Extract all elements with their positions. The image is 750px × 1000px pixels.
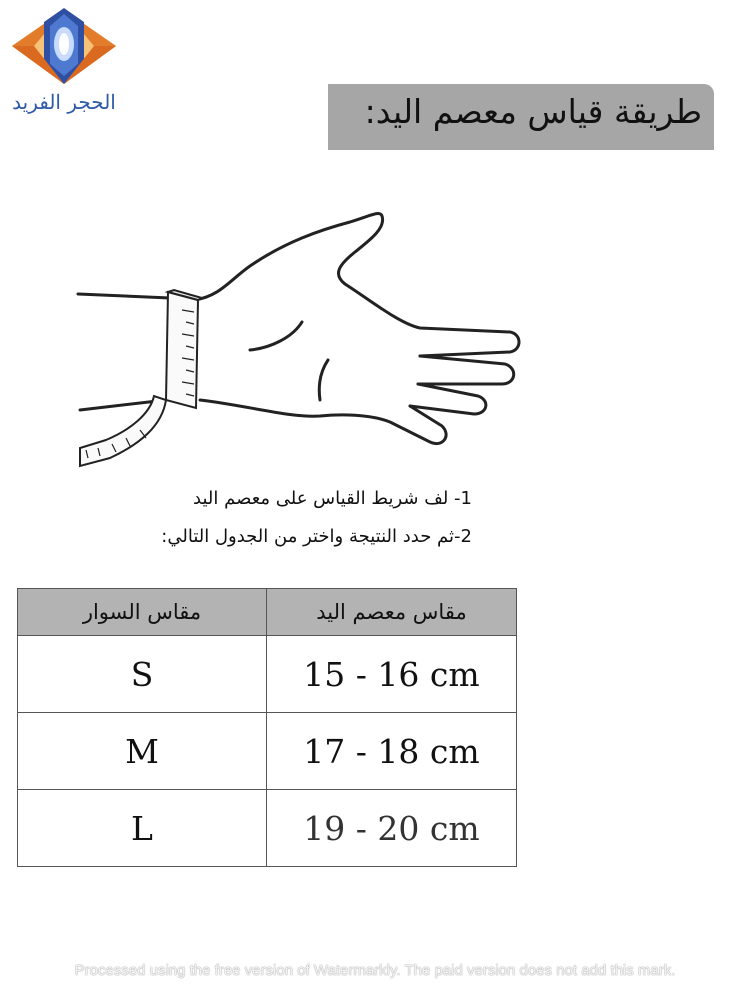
size-table xyxy=(17,588,517,867)
bracelet-size-cell: L xyxy=(18,790,267,867)
bracelet-size-cell: M xyxy=(18,713,267,790)
wrist-size-cell: 17 - 18 cm xyxy=(267,713,517,790)
page-title: طريقة قياس معصم اليد: xyxy=(364,92,702,131)
wrist-size-cell: 19 - 20 cm xyxy=(267,790,517,867)
hand-measuring-tape-icon xyxy=(70,200,540,480)
table-row xyxy=(18,636,517,713)
step-2: 2-ثم حدد النتيجة واختر من الجدول التالي: xyxy=(161,526,472,547)
table-row xyxy=(18,790,517,867)
bracelet-size-cell: S xyxy=(18,636,267,713)
header-bracelet-size: مقاس السوار xyxy=(18,589,267,636)
step-1: 1- لف شريط القياس على معصم اليد xyxy=(193,488,472,509)
wrist-size-cell: 15 - 16 cm xyxy=(267,636,517,713)
gem-logo-icon xyxy=(4,4,124,94)
brand-logo xyxy=(4,4,124,124)
brand-name: الحجر الفريد xyxy=(12,90,116,114)
watermark-text: Processed using the free version of Watermarkly. The paid version does not add this mark. xyxy=(74,962,676,979)
table-row xyxy=(18,713,517,790)
header-wrist-size: مقاس معصم اليد xyxy=(267,589,517,636)
instructions xyxy=(60,480,472,556)
title-bar xyxy=(328,84,714,150)
table-header-row xyxy=(18,589,517,636)
